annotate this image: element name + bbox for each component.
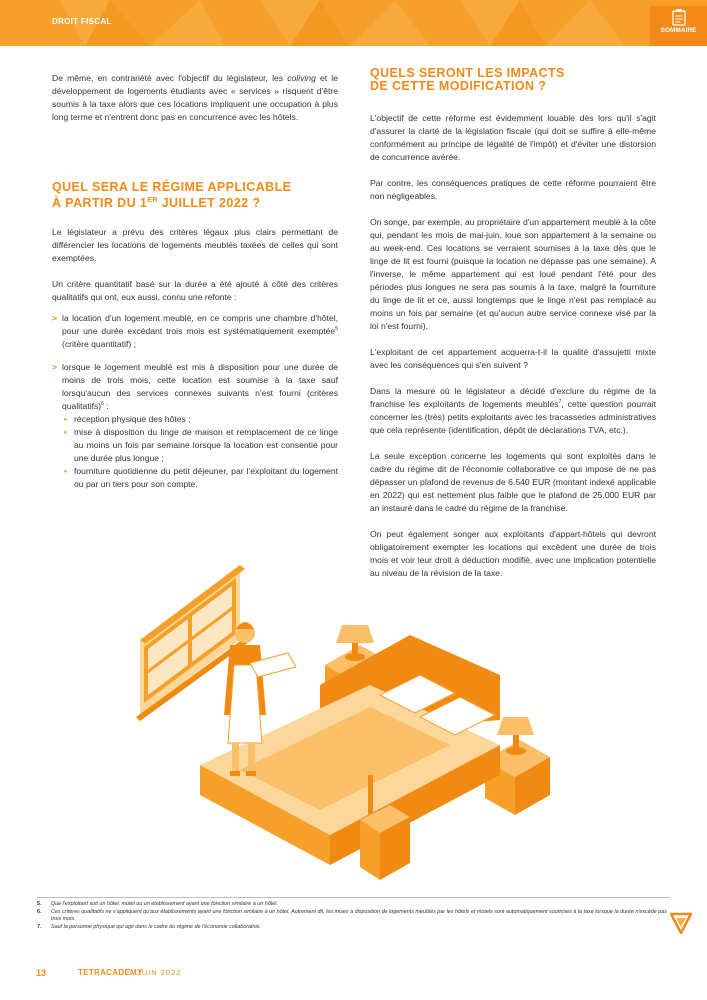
footnote-ref: 7 — [558, 399, 562, 406]
sommaire-button[interactable] — [650, 6, 707, 46]
left-column — [52, 72, 338, 124]
page-header — [0, 0, 707, 46]
left-heading — [52, 181, 338, 210]
section-label: DROIT FISCAL — [52, 17, 112, 26]
list-item: > lorsque le logement meublé est mis à disposition pour une durée de moins de trois mois, cette location est soumise à la taxe sauf lorsqu'aucun des services connexes suivants n'est fourni (critères qualitatifs)$^6$ : — [52, 362, 338, 411]
section-heading: QUEL SERA LE RÉGIME APPLICABLE À PARTIR DU 1ER JUILLET 2022 ? — [52, 180, 292, 211]
paragraph: Un critère quantitatif basé sur la durée a été ajouté à côté des critères qualitatifs qui ont, eux aussi, connu une refonte : — [52, 279, 338, 302]
right-body — [370, 112, 656, 580]
sub-list-item: • fourniture quotidienne du petit déjeuner, par l'exploitant du logement ou par un tiers pour son compte. — [64, 466, 338, 489]
footnote-ref: 5 — [335, 326, 338, 333]
bullet-dot-icon: • — [64, 414, 68, 424]
footnote-ref: 6 — [101, 401, 104, 408]
clipboard-icon — [672, 8, 686, 26]
brand-logo: TETRACADEMY — [78, 968, 143, 977]
paragraph: Dans la mesure où le législateur a décidé d'exclure du régime de la franchise les exploitants de logements meublés$^7$, cette question pourrait concerner les (très) petits exploitants avec les tracasseries administratives que cela représente (identification, dépôt de déclarations TVA, etc.). — [370, 386, 656, 435]
footnotes — [37, 897, 670, 931]
sub-list-item: • réception physique des hôtes ; — [64, 414, 191, 424]
right-heading — [370, 67, 656, 93]
section-heading: QUELS SERONT LES IMPACTS DE CETTE MODIFICATION ? — [370, 66, 565, 93]
intro-paragraph: De même, en contrariété avec l'objectif du législateur, les coliving et le développement de logements étudiants avec « services » risquent d'être soumis à la taxe alors que ces locations impliquent une occupation à plus long terme et n'entrent donc pas en concurrence avec les hôtels. — [52, 73, 338, 122]
page-number: 13 — [36, 968, 47, 978]
footnote: 6. Ces critères qualitatifs ne s'appliquent qu'aux établissements ayant une fonction similaire à un hôtel. Autrement dit, les mises à disposition de logements meublés par les hôtels et motels sont automatiquement soumises à la taxe lorsque la durée n'excède pas trois mois. — [37, 908, 667, 923]
footnote: 5. Que l'exploitant soit un hôtel, motel ou un établissement ayant une fonction similaire à un hôtel. — [37, 901, 278, 907]
bullet-dot-icon: • — [64, 466, 68, 476]
sub-list-item: • mise à disposition du linge de maison et remplacement de ce linge au moins un fois par semaine lorsque la location est consentie pour une durée plus longue ; — [64, 427, 338, 463]
paragraph: La seule exception concerne les logements qui sont exploités dans le cadre du régime dit de l'économie collaborative ce qui impose de ne pas dépasser un plafond de revenus de 6.540 EUR (montant indexé applicable en 2022) qui est nettement plus faible que le plafond de 25.000 EUR par an instauré dans le cadre du régime de la franchise. — [370, 451, 656, 513]
hotel-room-illustration — [120, 545, 560, 885]
chevron-right-icon: > — [52, 313, 58, 323]
bullet-dot-icon: • — [64, 427, 68, 437]
footnote: 7. Sauf la personne physique qui agit dans le cadre du régime de l'économie collaborative. — [37, 923, 261, 930]
paragraph: Le législateur a prévu des critères légaux plus clairs permettant de différencier les locations de logements meublés taxées de celles qui sont exemptées. — [52, 227, 338, 263]
paragraph: L'exploitant de cet appartement acquerra-t-il la qualité d'assujetti mixte avec les conséquences qui s'en suivent ? — [370, 347, 656, 370]
paragraph: L'objectif de cette réforme est évidemment louable dès lors qu'il s'agit d'assurer la clarté de la législation fiscale (qui doit se suffire à elle-même conformément au principe de légalité de l'impôt) et d'éviter une distorsion de concurrence avérée. — [370, 113, 656, 162]
list-item: > la location d'un logement meublé, en ce compris une chambre d'hôtel, pour une durée excédant trois mois est systématiquement exemptée$^5$ (critère quantitatif) ; — [52, 313, 338, 349]
left-body — [52, 226, 338, 491]
brand-mark-icon — [670, 912, 692, 934]
paragraph: On peut également songer aux exploitants d'appart-hôtels qui devront obligatoirement exempter les locations qui excèdent une durée de trois mois et voir leur droit à déduction modifié, avec une implication potentielle au niveau de la révision de la taxe. — [370, 529, 656, 578]
sommaire-label: SOMMAIRE — [660, 27, 697, 34]
chevron-right-icon: > — [52, 362, 58, 372]
issue-date: JUIN 2022 — [137, 968, 182, 977]
paragraph: Par contre, les conséquences pratiques de cette réforme pourraient être non négligeables. — [370, 178, 656, 201]
paragraph: On songe, par exemple, au propriétaire d'un appartement meublé à la côte qui, pendant les mois de mai-juin, loue son appartement à la semaine ou au week-end. Ces locations se verraient soumises à la taxe dès que le linge de lit est fourni (puisque la location ne dépasse pas une semaine). A l'inverse, le même appartement qui est loué pendant l'été pour des périodes plus longues ne sera pas soumis à la taxe, malgré la fourniture du linge de lit et ce, aussi longtemps que le linge n'est pas remplacé au moins un fois par semaine (et qu'aucun autre service connexe visé par la loi n'est fourni). — [370, 217, 656, 331]
